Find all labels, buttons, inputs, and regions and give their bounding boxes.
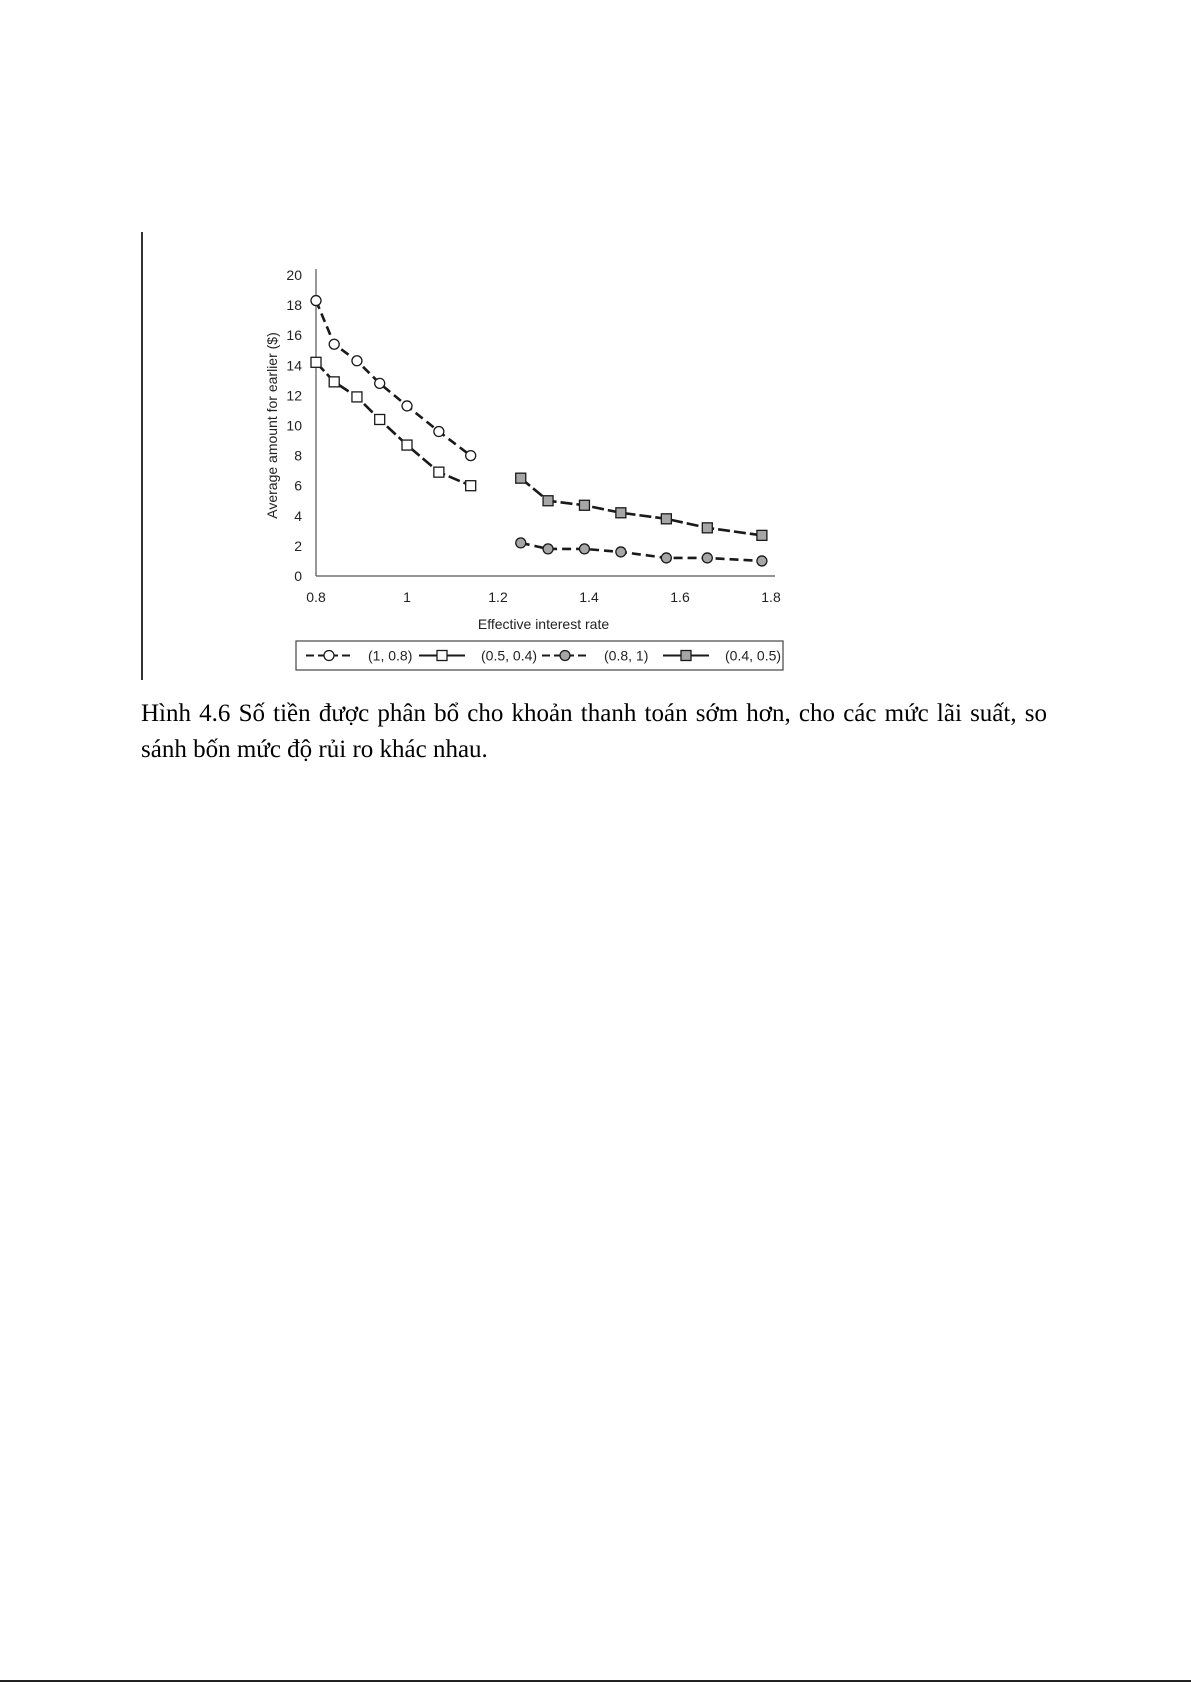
- legend-marker: [681, 651, 691, 661]
- data-point: [616, 547, 626, 557]
- data-point: [352, 356, 362, 366]
- data-point: [579, 544, 589, 554]
- data-point: [616, 508, 626, 518]
- data-point: [352, 392, 362, 402]
- footer-rule: [0, 1680, 1191, 1682]
- data-point: [661, 514, 671, 524]
- data-point: [757, 530, 767, 540]
- y-tick-label: 2: [294, 537, 302, 554]
- data-point: [702, 523, 712, 533]
- line-chart: [0, 0, 1191, 690]
- x-tick-label: 1.2: [488, 589, 508, 605]
- series-line-4: [521, 478, 762, 535]
- y-tick-label: 16: [286, 327, 302, 344]
- x-tick-label: 1.8: [761, 589, 781, 605]
- data-point: [434, 467, 444, 477]
- y-tick-label: 0: [294, 568, 302, 584]
- y-tick-label: 12: [286, 387, 302, 404]
- y-tick-label: 6: [294, 477, 302, 494]
- data-point: [402, 401, 412, 411]
- y-axis-label: Average amount for earlier ($): [264, 332, 280, 519]
- legend-marker: [437, 651, 447, 661]
- x-tick-label: 0.8: [306, 589, 326, 605]
- legend-marker: [324, 651, 334, 661]
- data-point: [466, 481, 476, 491]
- data-point: [375, 378, 385, 388]
- y-tick-label: 18: [286, 297, 302, 314]
- data-point: [702, 553, 712, 563]
- data-point: [516, 473, 526, 483]
- data-point: [516, 538, 526, 548]
- data-point: [661, 553, 671, 563]
- data-point: [757, 556, 767, 566]
- data-point: [434, 427, 444, 437]
- y-tick-label: 8: [294, 447, 302, 464]
- data-point: [329, 377, 339, 387]
- x-tick-label: 1: [403, 589, 411, 605]
- data-point: [329, 339, 339, 349]
- legend-marker: [560, 651, 570, 661]
- data-point: [543, 544, 553, 554]
- legend-label: (0.4, 0.5): [725, 647, 782, 664]
- data-point: [579, 500, 589, 510]
- y-tick-label: 14: [286, 357, 302, 374]
- data-point: [375, 414, 385, 424]
- legend-label: (1, 0.8): [368, 647, 413, 664]
- x-tick-label: 1.6: [670, 589, 690, 605]
- data-point: [402, 440, 412, 450]
- y-tick-label: 4: [294, 507, 302, 524]
- legend-label: (0.5, 0.4): [481, 647, 538, 664]
- figure-caption: Hình 4.6 Số tiền được phân bổ cho khoản thanh toán sớm hơn, cho các mức lãi suất, so sánh bốn mức độ rủi ro khác nhau.: [141, 700, 1047, 763]
- x-tick-label: 1.4: [579, 589, 599, 605]
- y-tick-label: 10: [286, 417, 302, 434]
- data-point: [543, 496, 553, 506]
- x-axis-label: Effective interest rate: [477, 616, 610, 632]
- data-point: [466, 451, 476, 461]
- y-tick-label: 20: [286, 267, 302, 283]
- legend-label: (0.8, 1): [604, 647, 649, 664]
- series-line-3: [521, 543, 762, 561]
- data-point: [311, 357, 321, 367]
- data-point: [311, 296, 321, 306]
